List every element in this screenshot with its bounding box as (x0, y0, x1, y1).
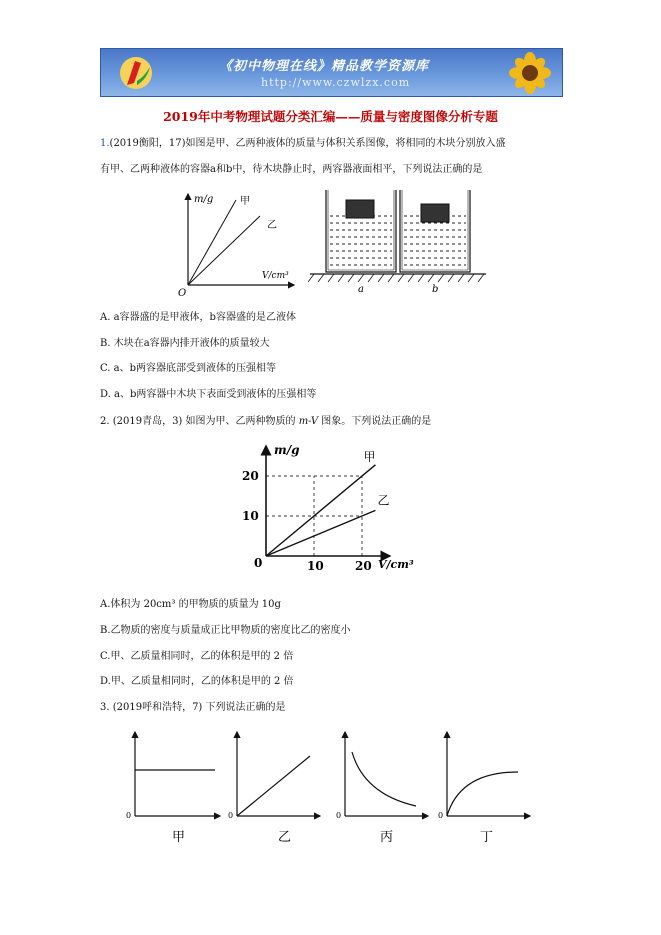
wood-block-a (346, 200, 374, 218)
container-a (326, 190, 396, 272)
q2-stem-a: 2. (2019青岛，3) 如图为甲、乙两种物质的 (100, 416, 296, 427)
q2-x-tick-0: 10 (307, 559, 324, 573)
q1-option-d: D. a、b两容器中木块下表面受到液体的压强相等 (100, 389, 317, 400)
q2-series-label-0: 甲 (363, 449, 376, 464)
logo-icon (117, 53, 155, 93)
q2-series-line-0 (266, 465, 375, 556)
q1-ylabel: m/g (194, 194, 214, 205)
q1-option-c: C. a、b两容器底部受到液体的压强相等 (100, 363, 277, 374)
document-title: 2019年中考物理试题分类汇编——质量与密度图像分析专题 (163, 109, 498, 124)
q3-origin-2: 0 (228, 811, 234, 820)
q2-stem-symbol: m-V (298, 416, 319, 427)
q1-option-b: B. 木块在a容器内排开液体的质量较大 (100, 338, 270, 349)
q3-stem: 3. (2019呼和浩特，7) 下列说法正确的是 (100, 702, 286, 713)
banner-url[interactable]: http://www.czwlzx.com (261, 76, 411, 89)
q3-label-yi: 乙 (278, 830, 292, 845)
q3-label-jia: 甲 (172, 830, 186, 845)
container-a-label: a (358, 284, 364, 295)
q3-origin-4: 0 (438, 811, 444, 820)
q1-line-jia (188, 200, 236, 285)
q1-xlabel: V/cm³ (262, 271, 289, 281)
q2-series-line-1 (266, 510, 375, 556)
q1-containers-figure (308, 188, 488, 296)
q1-stem-line1 (100, 137, 506, 151)
q2-y-tick-1: 20 (242, 469, 259, 483)
q3-label-bing: 丙 (380, 830, 394, 845)
q2-stem-b: 图象。下列说法正确的是 (321, 416, 432, 427)
q1-origin: O (178, 288, 187, 299)
q2-origin: 0 (254, 556, 263, 570)
q2-ylabel: m/g (274, 443, 300, 457)
q2-mv-chart (240, 440, 430, 580)
q2-xlabel: V/cm³ (378, 558, 414, 571)
q2-y-tick-0: 10 (242, 509, 259, 523)
q2-option-a: A.体积为 20cm³ 的甲物质的质量为 10g (100, 599, 281, 610)
sunflower-icon (496, 51, 560, 95)
q1-stem-text: (2019衡阳，17)如图是甲、乙两种液体的质量与体积关系图像，将相同的木块分别放入盛 (109, 138, 506, 149)
q2-option-c: C.甲、乙质量相同时，乙的体积是甲的 2 倍 (100, 651, 294, 662)
q1-label-jia: 甲 (240, 196, 250, 207)
q3-graph-ding (438, 732, 530, 820)
q3-origin-3: 0 (336, 811, 342, 820)
q2-x-tick-1: 20 (355, 559, 372, 573)
q3-graphs (120, 722, 540, 850)
container-b-label: b (432, 284, 439, 295)
q1-stem-line2: 有甲、乙两种液体的容器a和b中，待木块静止时，两容器液面相平，下列说法正确的是 (100, 164, 483, 175)
q2-option-d: D.甲、乙质量相同时，乙的体积是甲的 2 倍 (100, 676, 294, 687)
q3-origin-1: 0 (126, 811, 132, 820)
q1-number: 1. (100, 138, 110, 149)
q3-label-ding: 丁 (480, 830, 494, 845)
q3-graph-bing (336, 732, 428, 820)
q2-stem (100, 415, 431, 429)
q1-line-yi (188, 216, 260, 285)
q2-option-b: B.乙物质的密度与质量成正比甲物质的密度比乙的密度小 (100, 625, 351, 636)
q3-graph-jia (126, 732, 220, 820)
header-banner (100, 48, 563, 97)
banner-title: 《初中物理在线》精品教学资源库 (219, 59, 430, 74)
q2-series-label-1: 乙 (377, 493, 390, 508)
wood-block-b (421, 204, 449, 222)
q3-graph-yi (228, 732, 320, 820)
q1-option-a: A. a容器盛的是甲液体，b容器盛的是乙液体 (100, 312, 296, 323)
container-b (400, 190, 470, 272)
q1-label-yi: 乙 (267, 220, 277, 231)
q1-mass-volume-graph (170, 186, 300, 300)
